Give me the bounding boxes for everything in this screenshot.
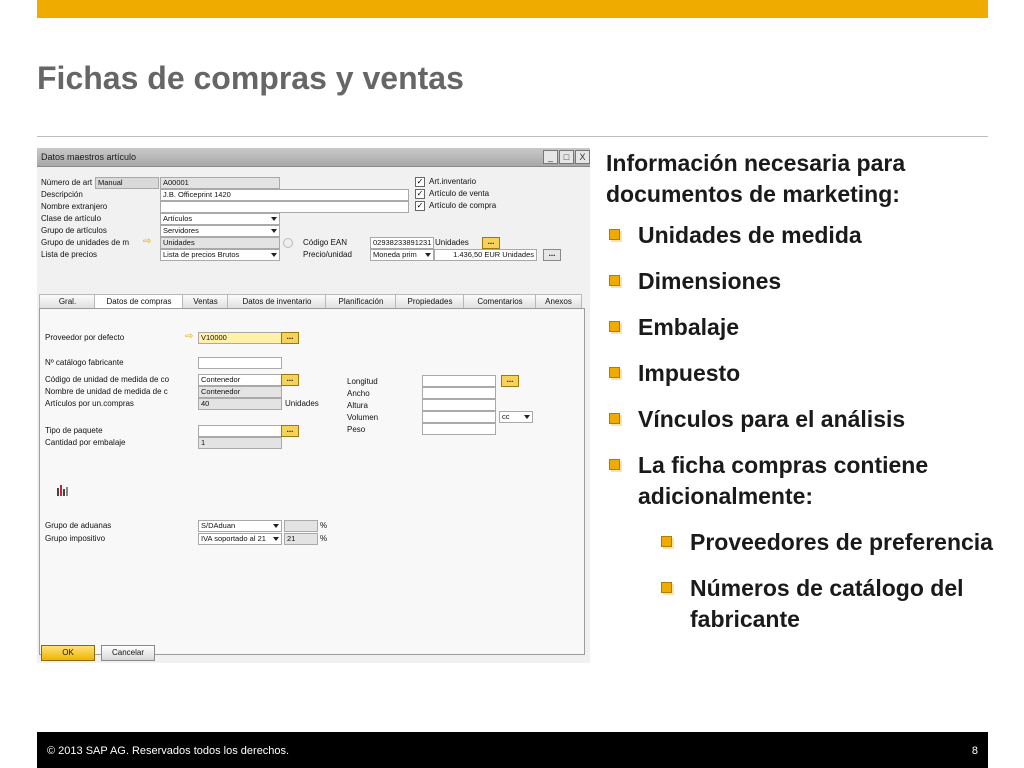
item-class-label: Clase de artículo [41, 214, 102, 223]
bullet-text: Vínculos para el análisis [638, 406, 906, 432]
item-master-data-window [37, 148, 590, 662]
price-list-label: Lista de precios [41, 250, 98, 259]
package-type-label: Tipo de paquete [45, 426, 103, 435]
bullet-text: Dimensiones [638, 268, 782, 294]
width-label: Ancho [347, 389, 370, 398]
bullet-item [606, 312, 996, 343]
unit-price-label: Precio/unidad [303, 250, 352, 259]
window-body [37, 166, 590, 663]
vendor-browse-button[interactable]: ... [281, 332, 299, 344]
square-bullet-icon [609, 413, 620, 424]
customs-group-select[interactable] [198, 520, 282, 532]
sub-bullet-item [658, 573, 996, 635]
bar-chart-icon[interactable] [57, 485, 69, 496]
window-titlebar[interactable] [37, 148, 590, 166]
placeholder-icon [283, 238, 293, 248]
purchase-item-checkbox[interactable]: ✓ [416, 201, 424, 210]
item-class-select[interactable] [160, 213, 280, 225]
bullet-text: La ficha compras contiene adicionalmente: [638, 452, 929, 509]
chevron-down-icon [271, 217, 277, 221]
package-type-field[interactable] [198, 425, 282, 437]
item-number-field[interactable]: A00001 [160, 177, 280, 189]
ean-field[interactable]: 02938233891231 [370, 237, 434, 249]
chevron-down-icon [273, 524, 279, 528]
height-label: Altura [347, 401, 368, 410]
chevron-down-icon [524, 415, 530, 419]
square-bullet-icon [609, 275, 620, 286]
mfr-catalog-field[interactable] [198, 357, 282, 369]
price-list-select[interactable] [160, 249, 280, 261]
uom-code-field[interactable]: Contenedor [198, 374, 282, 386]
price-browse-button[interactable]: ... [543, 249, 561, 261]
inventory-item-checkbox[interactable]: ✓ [416, 177, 424, 186]
uom-name-field[interactable]: Contenedor [198, 386, 282, 398]
foreign-name-label: Nombre extranjero [41, 202, 108, 211]
uom-name-label: Nombre de unidad de medida de c [45, 387, 168, 396]
item-number-series-select[interactable]: Manual [95, 177, 159, 189]
footer [37, 732, 988, 768]
qty-per-package-field[interactable]: 1 [198, 437, 282, 449]
bullet-list [606, 148, 996, 650]
ean-unit-label: Unidades [435, 238, 469, 247]
chevron-down-icon [271, 229, 277, 233]
chevron-down-icon [425, 253, 431, 257]
square-bullet-icon [609, 321, 620, 332]
bullet-item [606, 404, 996, 435]
bullet-text: Números de catálogo del fabricante [690, 575, 964, 632]
tab-properties[interactable]: Propiedades [395, 294, 465, 308]
customs-pct-symbol: % [320, 521, 328, 530]
ean-browse-button[interactable]: ... [482, 237, 500, 249]
length-field[interactable] [422, 375, 496, 387]
purchasing-data-panel [39, 308, 585, 655]
copyright-text: © 2013 SAP AG. Reservados todos los derechos. [47, 745, 290, 757]
bullet-text: Proveedores de preferencia [690, 529, 993, 555]
package-type-browse-button[interactable]: ... [281, 425, 299, 437]
square-bullet-icon [609, 229, 620, 240]
qty-per-package-label: Cantidad por embalaje [45, 438, 126, 447]
customs-group-value: S/DAduan [201, 521, 236, 530]
bullet-item [606, 266, 996, 297]
link-arrow-icon[interactable]: ⇨ [143, 236, 152, 247]
bullet-text: Unidades de medida [638, 222, 862, 248]
bullet-item [606, 220, 996, 251]
currency-select[interactable] [370, 249, 434, 261]
customs-pct-field[interactable] [284, 520, 318, 532]
volume-unit-select[interactable] [499, 411, 533, 423]
height-field[interactable] [422, 399, 496, 411]
top-accent-bar [37, 0, 988, 18]
page-number: 8 [971, 745, 978, 757]
item-group-value: Servidores [163, 226, 199, 235]
square-bullet-icon [661, 536, 672, 547]
bullet-intro: Información necesaria para documentos de marketing: [606, 150, 906, 207]
tax-pct-symbol: % [320, 534, 328, 543]
tab-sales[interactable]: Ventas [182, 294, 229, 308]
tab-attachments[interactable]: Anexos [535, 294, 582, 308]
chevron-down-icon [273, 537, 279, 541]
tax-group-label: Grupo impositivo [45, 534, 106, 543]
volume-unit-value: cc [502, 412, 510, 421]
description-label: Descripción [41, 190, 83, 199]
tax-group-select[interactable] [198, 533, 282, 545]
window-title: Datos maestros artículo [41, 152, 137, 162]
item-tabs [37, 294, 590, 308]
close-button[interactable]: X [575, 150, 590, 164]
customs-group-label: Grupo de aduanas [45, 521, 112, 530]
uom-group-field[interactable]: Unidades [160, 237, 280, 249]
item-number-label: Número de art [41, 178, 93, 187]
bullet-item [606, 358, 996, 389]
items-per-unit-field[interactable]: 40 [198, 398, 282, 410]
unit-price-field[interactable]: 1.436,50 EUR Unidades [434, 249, 537, 261]
inventory-item-label: Art.inventario [429, 177, 477, 186]
uom-code-label: Código de unidad de medida de co [45, 375, 170, 384]
item-class-value: Artículos [163, 214, 193, 223]
square-bullet-icon [609, 367, 620, 378]
sub-bullet-item [658, 527, 996, 558]
tab-inventory-data[interactable]: Datos de inventario [227, 294, 327, 308]
tab-purchasing-data[interactable]: Datos de compras [94, 294, 184, 309]
bullet-text: Embalaje [638, 314, 739, 340]
chevron-down-icon [271, 253, 277, 257]
tab-general[interactable]: Gral. [39, 294, 96, 308]
length-label: Longitud [347, 377, 378, 386]
ean-label: Código EAN [303, 238, 348, 247]
sales-item-label: Artículo de venta [429, 189, 490, 198]
minimize-button[interactable]: _ [543, 150, 558, 164]
tax-group-value: IVA soportado al 21 [201, 534, 266, 543]
square-bullet-icon [661, 582, 672, 593]
maximize-button[interactable]: □ [559, 150, 574, 164]
foreign-name-field[interactable] [160, 201, 409, 213]
dimensions-browse-button[interactable]: ... [501, 375, 519, 387]
currency-value: Moneda prim [373, 250, 417, 259]
items-per-unit-uom: Unidades [285, 399, 319, 408]
volume-label: Volumen [347, 413, 379, 422]
item-group-select[interactable] [160, 225, 280, 237]
ok-button[interactable]: OK [41, 645, 95, 661]
item-group-label: Grupo de artículos [41, 226, 107, 235]
bullet-text: Impuesto [638, 360, 741, 386]
tax-pct-field[interactable]: 21 [284, 533, 318, 545]
sales-item-checkbox[interactable]: ✓ [416, 189, 424, 198]
link-arrow-icon[interactable]: ⇨ [185, 331, 194, 342]
purchase-item-label: Artículo de compra [429, 201, 497, 210]
slide-title: Fichas de compras y ventas [37, 60, 464, 96]
weight-label: Peso [347, 425, 366, 434]
items-per-unit-label: Artículos por un.compras [45, 399, 134, 408]
volume-field[interactable] [422, 411, 496, 423]
default-vendor-label: Proveedor por defecto [45, 333, 125, 342]
square-bullet-icon [609, 459, 620, 470]
price-list-value: Lista de precios Brutos [163, 250, 240, 259]
width-field[interactable] [422, 387, 496, 399]
title-divider [37, 136, 988, 137]
uom-code-browse-button[interactable]: ... [281, 374, 299, 386]
bullet-item [606, 450, 996, 512]
default-vendor-field[interactable]: V10000 [198, 332, 282, 344]
uom-group-label: Grupo de unidades de m [41, 238, 130, 247]
tab-planning[interactable]: Planificación [325, 294, 397, 308]
mfr-catalog-label: Nº catálogo fabricante [45, 358, 124, 367]
description-field[interactable]: J.B. Officeprint 1420 [160, 189, 409, 201]
weight-field[interactable] [422, 423, 496, 435]
cancel-button[interactable]: Cancelar [101, 645, 155, 661]
tab-comments[interactable]: Comentarios [463, 294, 537, 308]
